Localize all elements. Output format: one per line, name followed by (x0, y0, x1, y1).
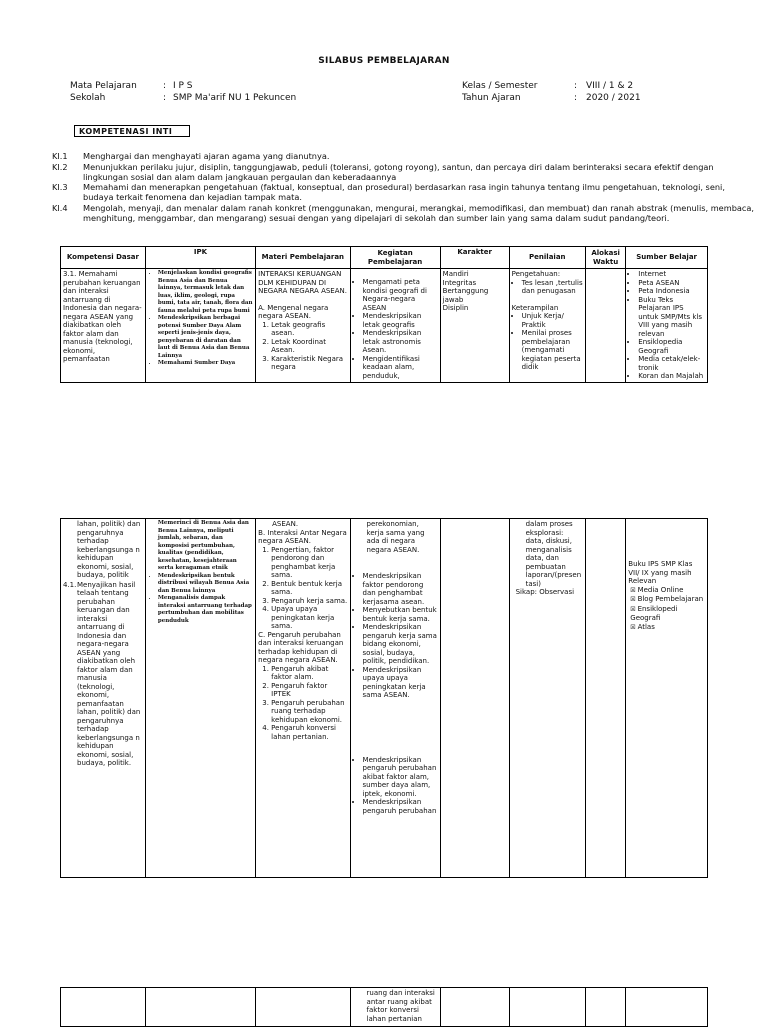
materi-item: 1. Letak geografis asean. (271, 321, 347, 338)
ki-code: KI.4 (52, 203, 68, 213)
materi-item: 4. Upaya upaya peningkatan kerja sama. (271, 605, 347, 631)
sumber-item: ☒ Blog Pembelajaran (630, 595, 705, 605)
penilaian-cell (509, 988, 585, 1027)
kegiatan-text-cont: perekonomian, kerja sama yang ada di negara negara ASEAN. (366, 520, 425, 554)
materi-item: 2. Letak Koordinat Asean. (271, 338, 347, 355)
penilaian-keterampilan: Keterampilan (511, 303, 559, 312)
materi-item: 3. Karakteristik Negara negara (271, 355, 347, 372)
ipk-cell (145, 269, 255, 383)
kegiatan-item: • Mendeskripsikan faktor pendorong dan penghambat kerjasama asean. (363, 572, 438, 606)
syllabus-table-2 (60, 518, 708, 878)
penilaian-cell (509, 519, 585, 878)
meta-right: Kelas / Semester : VIII / 1 & 2 Tahun Ajaran : 2020 / 2021 (462, 81, 641, 103)
materi-section-b: B. Interaksi Antar Negara negara ASEAN. (258, 528, 347, 545)
materi-item: 3. Pengaruh perubahan ruang terhadap kehidupan ekonomi. (271, 699, 347, 725)
ki-heading: KOMPETENASI INTI (74, 125, 190, 137)
meta-label: Tahun Ajaran (462, 93, 521, 103)
sumber-item: • Ensiklopedia Geografi (638, 338, 705, 355)
meta-value: I P S (173, 81, 193, 91)
materi-text-cont: ASEAN. (272, 520, 299, 528)
kegiatan-item: • Mendeskripsikan letak geografis (363, 312, 438, 329)
ki-text: Menghargai dan menghayati ajaran agama yang dianutnya. (83, 151, 330, 161)
sumber-item: • Media cetak/elek-tronik (638, 355, 705, 372)
meta-label: Kelas / Semester (462, 81, 538, 91)
alokasi-cell (585, 269, 625, 383)
ki-text: Menunjukkan perilaku jujur, disiplin, tanggungjawab, peduli (toleransi, gotong royong), santun, dan percaya diri dalam berinteraksi secara efektif dengan lingkungan sosial dan alam dalam jangkauan pergaulan dan keberadaannya (83, 162, 714, 182)
kd-text: 3.1. Memahami perubahan keruangan dan interaksi antarruang di Indonesia dan negara-negara ASEAN yang diakibatkan oleh faktor alam dan manusia (teknologi, ekonomi, pemanfaatan (63, 270, 142, 363)
ki-code: KI.3 (52, 182, 68, 192)
materi-item: 1. Pengaruh akibat faktor alam. (271, 665, 347, 682)
page-title: SILABUS PEMBELAJARAN (318, 56, 450, 66)
syllabus-table-3 (60, 987, 708, 1027)
penilaian-sikap: Sikap: Observasi (515, 588, 575, 596)
ipk-item: • Mendeskripsikan bentuk distribusi wilayah Benua Asia dan Benua lainnya (158, 573, 253, 596)
meta-value: SMP Ma'arif NU 1 Pekuncen (173, 93, 297, 103)
meta-left: Mata Pelajaran : I P S Sekolah : SMP Ma'arif NU 1 Pekuncen (70, 81, 297, 103)
alokasi-cell (585, 988, 625, 1027)
karakter-item: Bertanggung jawab (442, 287, 489, 304)
ki-item (52, 151, 732, 161)
kd-cell (61, 988, 146, 1027)
materi-section-c: C. Pengaruh perubahan dan interaksi keruangan terhadap kehidupan di negara negara ASEAN. (258, 630, 344, 664)
sumber-item: • Peta Indonesia (638, 287, 705, 296)
meta-label: Sekolah (70, 93, 106, 103)
kegiatan-item: • Mendeskripsikan pengaruh kerja sama bidang ekonomi, sosial, budaya, politik, pendidikan. (363, 623, 438, 666)
materi-item: 2. Pengaruh faktor IPTEK (271, 682, 347, 699)
kegiatan-item: • Mendeskripsikan upaya upaya peningkatan kerja sama ASEAN. (363, 666, 438, 700)
header-kd: Kompetensi Dasar (61, 247, 146, 269)
header-materi: Materi Pembelajaran (256, 247, 350, 269)
ki-text: Mengolah, menyaji, dan menalar dalam ranah konkret (menggunakan, mengurai, merangkai, memodifikasi, dan membuat) dan ranah abstrak (menulis, membaca, menghitung, menggambar, dan mengarang) sesuai dengan yang dipelajari di sekolah dan sumber lain yang sama dalam sudut pandang/teori. (83, 203, 755, 223)
kegiatan-item: • Mendeskripsikan pengaruh perubahan (363, 798, 438, 815)
kd-cell (61, 519, 146, 878)
kd-cell (61, 269, 146, 383)
meta-value: 2020 / 2021 (586, 93, 641, 103)
header-kegiatan: Kegiatan Pembelajaran (350, 247, 440, 269)
materi-item: 1. Pengertian, faktor pendorong dan penghambat kerja sama. (271, 546, 347, 580)
penilaian-item: • Unjuk Kerja/ Praktik (522, 312, 583, 329)
kegiatan-cell (350, 269, 440, 383)
karakter-cell (440, 519, 509, 878)
ipk-item: • Menganalisis dampak interaksi antarruang terhadap pertumbuhan dan mobilitas penduduk (158, 595, 253, 625)
penilaian-item: • Menilai proses pembelajaran (mengamati kegiatan peserta didik (522, 329, 583, 372)
sumber-item: • Koran dan Majalah (638, 372, 705, 381)
penilaian-cell (509, 269, 585, 383)
materi-cell (256, 269, 350, 383)
ipk-item: • Mendeskripsikan berbagai potensi Sumber Daya Alam seperti jenis-jenis daya, penyebaran di daratan dan laut di Benua Asia dan Benua Lainnya (158, 315, 253, 360)
sumber-cell (626, 519, 708, 878)
sumber-item: • Internet (638, 270, 705, 279)
sumber-item: ☒ Ensiklopedi Geografi (630, 605, 705, 623)
materi-cell (256, 988, 350, 1027)
syllabus-table-1 (60, 246, 708, 383)
ipk-item: • Memahami Sumber Daya (158, 360, 253, 368)
sumber-item: ☒ Atlas (630, 623, 705, 633)
penilaian-pengetahuan: Pengetahuan: (511, 270, 561, 278)
ki-item (52, 182, 732, 202)
sumber-item: ☒ Media Online (630, 586, 705, 596)
penilaian-item: • Tes lesan ,tertulis dan penugasan (522, 279, 583, 296)
kegiatan-cell (350, 519, 440, 878)
materi-item: 4. Pengaruh konversi lahan pertanian. (271, 724, 347, 741)
kd-code: 4.1. (63, 580, 77, 589)
sumber-cell (626, 988, 708, 1027)
karakter-cell (440, 269, 509, 383)
alokasi-cell (585, 519, 625, 878)
ipk-cell (145, 519, 255, 878)
materi-cell (256, 519, 350, 878)
kegiatan-item: • Mengamati peta kondisi geografi di Negara-negara ASEAN (363, 278, 438, 312)
materi-intro: INTERAKSI KERUANGAN DLM KEHIDUPAN DI NEGARA NEGARA ASEAN. (258, 270, 347, 295)
header-penilaian: Penilaian (509, 247, 585, 269)
karakter-item: Disiplin (442, 304, 469, 312)
header-sumber: Sumber Belajar (626, 247, 708, 269)
kd-text: Menyajikan hasil telaah tentang perubahan keruangan dan interaksi antarruang di Indonesia dan negara-negara ASEAN yang diakibatkan oleh faktor alam dan manusia (teknologi, ekonomi, pemanfaatan lahan, politik) dan pengaruhnya terhadap keberlangsunga n kehidupan ekonomi, sosial, budaya, politik. (77, 580, 141, 767)
meta-label: Mata Pelajaran (70, 81, 137, 91)
sumber-cell (626, 269, 708, 383)
ki-item (52, 162, 732, 182)
header-alokasi: Alokasi Waktu (585, 247, 625, 269)
ki-code: KI.1 (52, 151, 68, 161)
header-karakter: Karakter (440, 247, 509, 269)
meta-value: VIII / 1 & 2 (586, 81, 634, 91)
penilaian-text-cont: dalam proses eksplorasi: data, diskusi, menganalisis data, dan pembuatan laporan/(presen tasi) (525, 520, 582, 588)
sumber-text: Buku IPS SMP Klas VII/ IX yang masih Relevan (628, 560, 693, 585)
sumber-item: • Peta ASEAN (638, 279, 705, 288)
ipk-item: • Menjelaskan kondisi geografis Benua Asia dan Benua lainnya, termasuk letak dan luas, iklim, geologi, rupa bumi, tata air, tanah, flora dan fauna melalui peta rupa bumi (158, 270, 253, 315)
ipk-text-cont: Memerinci di Benua Asia dan Benua Lainnya, meliputi jumlah, sebaran, dan komposisi pertumbuhan, kualitas (pendidikan, kesehatan, kesejahteraan serta keragaman etnik (157, 520, 249, 571)
kegiatan-item: • Mendeskripsikan letak astronomis Asean. (363, 329, 438, 355)
header-ipk: IPK (145, 247, 255, 269)
kegiatan-cell (350, 988, 440, 1027)
karakter-item: Integritas (442, 278, 477, 287)
materi-section-a: A. Mengenal negara negara ASEAN. (258, 303, 329, 320)
ipk-cell (145, 988, 255, 1027)
ki-text: Memahami dan menerapkan pengetahuan (faktual, konseptual, dan prosedural) berdasarkan rasa ingin tahunya tentang ilmu pengetahuan, teknologi, seni, budaya terkait fenomena dan kejadian tampak mata. (83, 182, 725, 202)
kegiatan-item: • Mendeskripsikan pengaruh perubahan akibat faktor alam, sumber daya alam, iptek, ekonomi. (363, 756, 438, 799)
karakter-item: Mandiri (442, 270, 469, 278)
karakter-cell (440, 988, 509, 1027)
kegiatan-item: • Mengidentifikasi keadaan alam, penduduk, (363, 355, 438, 381)
kegiatan-item: • Menyebutkan bentuk bentuk kerja sama. (363, 606, 438, 623)
kd-text-cont: lahan, politik) dan pengaruhnya terhadap keberlangsunga n kehidupan ekonomi, sosial, budaya, politik (77, 520, 141, 579)
ki-code: KI.2 (52, 162, 68, 172)
materi-item: 3. Pengaruh kerja sama. (271, 597, 347, 606)
kegiatan-text-cont: ruang dan interaksi antar ruang akibat faktor konversi lahan pertanian (366, 989, 435, 1023)
ki-item (52, 203, 755, 223)
materi-item: 2. Bentuk bentuk kerja sama. (271, 580, 347, 597)
sumber-item: • Buku Teks Pelajaran IPS untuk SMP/Mts kls VIII yang masih relevan (638, 296, 705, 339)
